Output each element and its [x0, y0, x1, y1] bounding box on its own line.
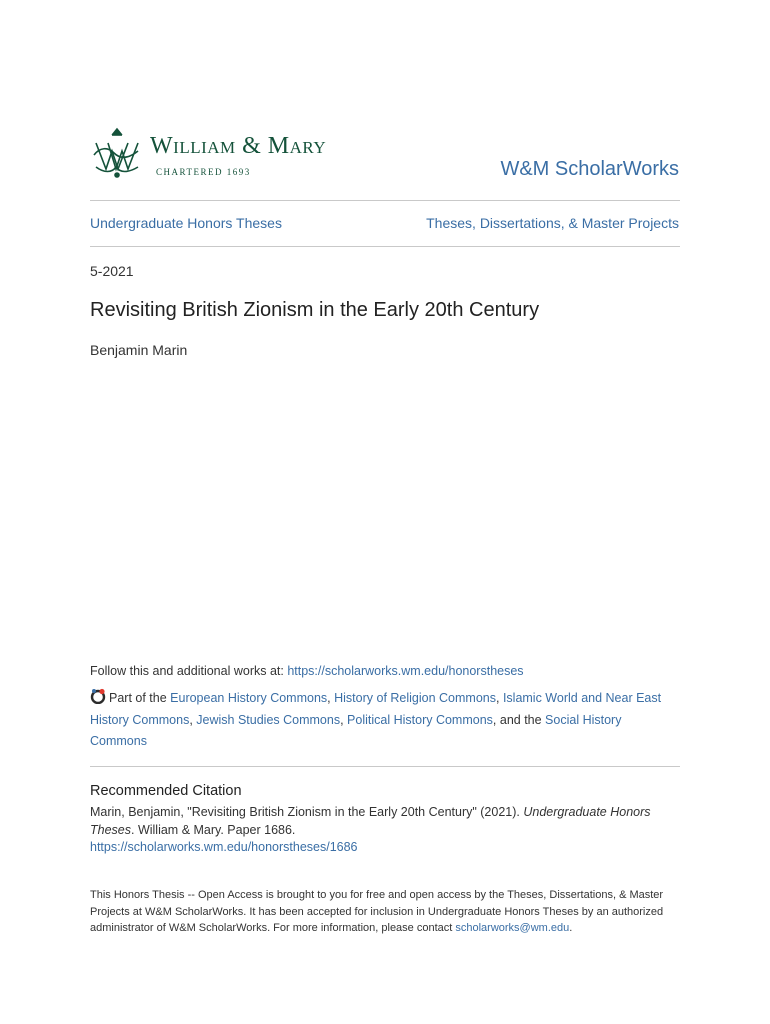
access-statement-text: This Honors Thesis -- Open Access is brought to you for free and open access by the Theses, Dissertations, & Master Projects at W&M ScholarWorks. It has been accepted for inclusion in Undergraduate Honors Theses by an authorized administrator of W&M ScholarWorks. For more information, please contact	[90, 889, 664, 934]
logo-chartered: CHARTERED 1693	[156, 167, 251, 177]
citation-url-link[interactable]: https://scholarworks.wm.edu/honorstheses/1686	[90, 840, 358, 854]
follow-prefix: Follow this and additional works at:	[90, 664, 288, 678]
citation-text-start: Marin, Benjamin, "Revisiting British Zionism in the Early 20th Century" (2021).	[90, 805, 524, 819]
commons-link-european-history[interactable]: European History Commons	[170, 691, 328, 705]
recommended-citation	[90, 804, 680, 857]
document-author: Benjamin Marin	[90, 342, 188, 358]
citation-series: Undergraduate Honors Theses	[90, 805, 651, 837]
document-title: Revisiting British Zionism in the Early 20th Century	[90, 299, 540, 321]
contact-email-link[interactable]: scholarworks@wm.edu	[455, 922, 570, 934]
collection-link-theses-dissertations[interactable]: Theses, Dissertations, & Master Projects	[426, 215, 679, 231]
cypher-crest-icon	[90, 125, 144, 181]
part-of-commons: Part of the European History Commons, History of Religion Commons, Islamic World and Near East History Commons, Jewish Studies Commons, Political History Commons, and the Social History Commons	[90, 688, 680, 753]
access-statement: This Honors Thesis -- Open Access is brought to you for free and open access by the Theses, Dissertations, & Master Projects at W&M ScholarWorks. It has been accepted for inclusion in Undergraduate Honors Theses by an authorized administrator of W&M ScholarWorks. For more information, please contact scholarworks@wm.edu.	[90, 889, 664, 934]
publication-date: 5-2021	[90, 263, 134, 279]
recommended-citation-heading: Recommended Citation	[90, 783, 242, 799]
follow-url-link[interactable]: https://scholarworks.wm.edu/honorstheses	[287, 664, 524, 678]
repository-link[interactable]: W&M ScholarWorks	[500, 158, 679, 180]
collection-link-honors-theses[interactable]: Undergraduate Honors Theses	[90, 215, 282, 231]
part-of-prefix: Part of the	[109, 691, 171, 705]
divider	[90, 766, 680, 767]
william-mary-logo[interactable]	[90, 125, 370, 185]
commons-link-social-history[interactable]: Social History Commons	[90, 712, 622, 748]
commons-link-jewish-studies[interactable]: Jewish Studies Commons	[196, 712, 341, 727]
follow-line	[90, 664, 524, 678]
commons-link-history-of-religion[interactable]: History of Religion Commons	[334, 691, 496, 705]
citation-text-end: . William & Mary. Paper 1686.	[131, 822, 296, 837]
logo-wordmark: William & Mary	[150, 133, 327, 159]
commons-link-political-history[interactable]: Political History Commons	[347, 712, 493, 727]
divider	[90, 200, 680, 201]
commons-link-islamic-world[interactable]: Islamic World and Near East History Commons	[90, 691, 662, 727]
network-logo-icon	[90, 688, 106, 704]
divider	[90, 246, 680, 247]
